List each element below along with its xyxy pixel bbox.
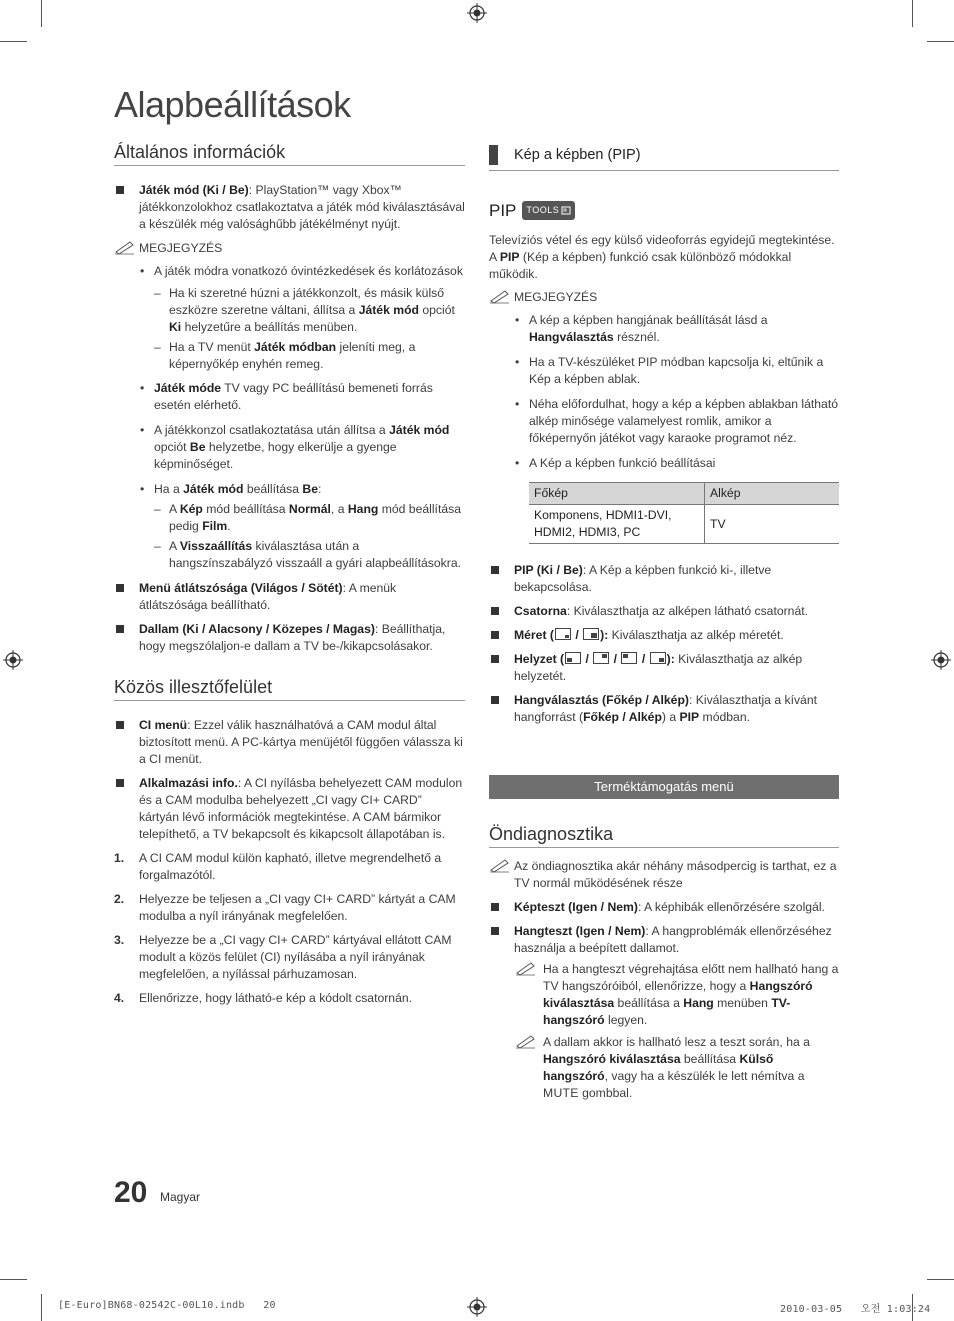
note-dash-item: – A Visszaállítás kiválasztása után a hangszínszabályzó visszaáll a gyári alapbeállításokra. bbox=[154, 539, 461, 570]
list-item-pip-onoff: PIP (Ki / Be): A Kép a képben funkció ki-, illetve bekapcsolása. bbox=[489, 562, 839, 596]
registration-mark-icon bbox=[467, 1297, 487, 1317]
numbered-step: 3. Helyezze be a „CI vagy CI+ CARD” kártyával ellátott CAM modult a közös felület (CI) nyílásába a nyíl irányának megfelelően, a nyílással párhuzamosan. bbox=[114, 933, 452, 981]
numbered-step: 2. Helyezze be teljesen a „CI vagy CI+ CARD” kártyát a CAM modulba a nyíl irányának megfelelően. bbox=[114, 892, 456, 923]
support-menu-banner: Terméktámogatás menü bbox=[489, 775, 839, 799]
numbered-step: 4. Ellenőrizze, hogy látható-e kép a kódolt csatornán. bbox=[114, 991, 413, 1005]
note-label: MEGJEGYZÉS bbox=[139, 241, 223, 255]
note-bullet: • A játékkonzol csatlakoztatása után állítsa a Játék mód opciót Be helyzetbe, hogy elkerülje a gyenge képminőséget. bbox=[140, 423, 450, 471]
list-item-channel: Csatorna: Kiválaszthatja az alképen látható csatornát. bbox=[489, 603, 839, 620]
note-dash-item: – Ha ki szeretné húzni a játékkonzolt, és másik külső eszközre szeretne váltani, állítsa a Játék mód opciót Ki helyzetűre a beállítás menüben. bbox=[154, 286, 455, 334]
pip-description: Televíziós vétel és egy külső videoforrás egyidejű megtekintése. A PIP (Kép a képben) funkció csak különböző módokkal működik. bbox=[489, 233, 835, 281]
crop-mark bbox=[41, 0, 42, 27]
note-text: Az öndiagnosztika akár néhány másodpercig is tarthat, ez a TV normál működésének része bbox=[514, 859, 837, 890]
list-item-sound-test: Hangteszt (Igen / Nem): A hangproblémák ellenőrzéséhez használja a beépített dallamot. bbox=[489, 923, 839, 957]
note-text: A játék módra vonatkozó óvintézkedések és korlátozások bbox=[154, 264, 463, 278]
section-title-general: Általános információk bbox=[114, 144, 465, 166]
list-item-melody: Dallam (Ki / Alacsony / Közepes / Magas): Beállíthatja, hogy megszólaljon-e dallam a TV be-/kikapcsolásakor. bbox=[114, 621, 465, 655]
square-bullet-icon bbox=[116, 779, 124, 787]
square-bullet-icon bbox=[491, 631, 499, 639]
pencil-note-icon bbox=[515, 1033, 537, 1049]
note-dash-item: – A Kép mód beállítása Normál, a Hang mód beállítása pedig Film. bbox=[154, 502, 461, 533]
note-bullet: • A Kép a képben funkció beállításai bbox=[515, 456, 716, 470]
pip-title: PIP TOOLS bbox=[489, 201, 839, 220]
registration-mark-icon bbox=[467, 3, 487, 23]
square-bullet-icon bbox=[491, 607, 499, 615]
crop-mark bbox=[927, 1279, 954, 1280]
note-dash-item: – Ha a TV menüt Játék módban jeleníti meg, a képernyőkép enyhén remeg. bbox=[154, 340, 416, 371]
list-item-ci-menu: CI menü: Ezzel válik használhatóvá a CAM modul által biztosított menü. A PC-kártya menüjétől függően válassza ki a CI menüt. bbox=[114, 717, 465, 768]
note-heading bbox=[489, 858, 839, 892]
pencil-note-icon bbox=[114, 239, 136, 255]
note-bullet: • Játék móde TV vagy PC beállítású bemeneti forrás esetén elérhető. bbox=[140, 381, 433, 412]
square-bullet-icon bbox=[116, 186, 124, 194]
table-header: Alkép bbox=[705, 483, 840, 505]
mute-key-label: MUTE bbox=[543, 1086, 579, 1100]
tools-hand-icon bbox=[561, 206, 571, 215]
item-text: : PlayStation™ vagy Xbox™ játékkonzolokhoz csatlakoztatva a játék mód kiválasztásával a készülék még valósághűbb játékélményt nyújt. bbox=[139, 183, 465, 231]
page-title: Alapbeállítások bbox=[114, 84, 351, 125]
list-item-menu-transparency: Menü átlátszósága (Világos / Sötét): A menük átlátszósága beállítható. bbox=[114, 580, 465, 614]
square-bullet-icon bbox=[491, 903, 499, 911]
square-bullet-icon bbox=[116, 584, 124, 592]
note-heading bbox=[114, 240, 465, 257]
header-bar-icon bbox=[489, 145, 498, 165]
list-item-sound-select: Hangválasztás (Főkép / Alkép): Kiválaszthatja a kívánt hangforrást (Főkép / Alkép) a PIP módban. bbox=[489, 692, 839, 726]
list-item-size: Méret ( / ): Kiválaszthatja az alkép méretét. bbox=[489, 627, 839, 644]
table-header: Főkép bbox=[529, 483, 705, 505]
item-term: Játék mód (Ki / Be) bbox=[139, 183, 249, 197]
square-bullet-icon bbox=[116, 721, 124, 729]
pencil-note-icon bbox=[515, 960, 537, 976]
list-item-position: Helyzet ( / / / ): Kiválaszthatja az alkép helyzetét. bbox=[489, 651, 839, 685]
square-bullet-icon bbox=[116, 625, 124, 633]
section-header-label: Kép a képben (PIP) bbox=[514, 146, 641, 163]
sub-note: Ha a hangteszt végrehajtása előtt nem hallható hang a TV hangszóróiból, ellenőrizze, hogy a Hangszóró kiválasztása beállítása a Hang menüben TV-hangszóró legyen. bbox=[489, 961, 839, 1029]
table-cell: Komponens, HDMI1-DVI, HDMI2, HDMI3, PC bbox=[529, 505, 705, 544]
crop-mark bbox=[927, 41, 954, 42]
square-bullet-icon bbox=[491, 655, 499, 663]
square-bullet-icon bbox=[491, 566, 499, 574]
crop-mark bbox=[912, 0, 913, 27]
pip-position-top-left-icon bbox=[621, 652, 637, 664]
note-bullet: • A kép a képben hangjának beállítását lásd a Hangválasztás résznél. bbox=[515, 313, 768, 344]
section-title-self-diagnosis: Öndiagnosztika bbox=[489, 826, 839, 848]
note-label: MEGJEGYZÉS bbox=[514, 290, 598, 304]
list-item-game-mode bbox=[114, 182, 465, 233]
note-bullet: • Ha a TV-készüléket PIP módban kapcsolja ki, eltűnik a Kép a képben ablak. bbox=[515, 355, 824, 386]
note-bullet: • A játék módra vonatkozó óvintézkedések és korlátozások bbox=[140, 264, 463, 278]
crop-mark bbox=[41, 1294, 42, 1321]
numbered-step: 1. A CI CAM modul külön kapható, illetve megrendelhető a forgalmazótól. bbox=[114, 851, 442, 882]
note-heading bbox=[489, 289, 839, 306]
pencil-note-icon bbox=[489, 857, 511, 873]
list-item-app-info: Alkalmazási info.: A CI nyílásba behelyezett CAM modulon és a CAM modulba behelyezett „CI vagy CI+ CARD” kártyán lévő információk megtekintése. A CAM bármikor telepíthető, a TV bekapcsolt és kikapcsolt állapotában is. bbox=[114, 775, 465, 843]
note-bullet: • Ha a Játék mód beállítása Be: bbox=[140, 482, 322, 496]
section-title-ci: Közös illesztőfelület bbox=[114, 679, 465, 701]
section-header-pip bbox=[489, 145, 839, 171]
registration-mark-icon bbox=[931, 650, 951, 670]
print-timestamp: 2010-03-05 오전 1:03:24 bbox=[780, 1304, 931, 1315]
table-cell: TV bbox=[705, 505, 840, 544]
print-file-info: [E-Euro]BN68-02542C-00L10.indb 20 bbox=[58, 1300, 276, 1311]
registration-mark-icon bbox=[3, 650, 23, 670]
crop-mark bbox=[0, 41, 27, 42]
pip-position-top-right-icon bbox=[593, 652, 609, 664]
pip-position-bottom-right-icon bbox=[650, 652, 666, 664]
square-bullet-icon bbox=[491, 696, 499, 704]
right-column bbox=[489, 145, 839, 1107]
pip-size-small-icon bbox=[555, 628, 571, 640]
note-bullet: • Néha előfordulhat, hogy a kép a képben ablakban látható alkép minősége valamelyest romlik, amikor a főképernyőn játékot vagy karaoke programot néz. bbox=[515, 397, 838, 445]
language-label: Magyar bbox=[160, 1190, 201, 1204]
square-bullet-icon bbox=[491, 927, 499, 935]
page-number: 20 bbox=[114, 1176, 148, 1209]
pip-position-bottom-left-icon bbox=[565, 652, 581, 664]
pencil-note-icon bbox=[489, 288, 511, 304]
sub-note: A dallam akkor is hallható lesz a teszt során, ha a Hangszóró kiválasztása beállítása Külső hangszóró, vagy ha a készülék le lett némítva a MUTE gombbal. bbox=[489, 1034, 839, 1102]
crop-mark bbox=[0, 1279, 27, 1280]
left-column bbox=[114, 144, 465, 1014]
table-row bbox=[529, 505, 839, 544]
pip-size-large-icon bbox=[583, 628, 599, 640]
list-item-picture-test: Képteszt (Igen / Nem): A képhibák ellenőrzésére szolgál. bbox=[489, 899, 839, 916]
tools-badge: TOOLS bbox=[522, 201, 575, 220]
pip-settings-table bbox=[529, 482, 839, 544]
